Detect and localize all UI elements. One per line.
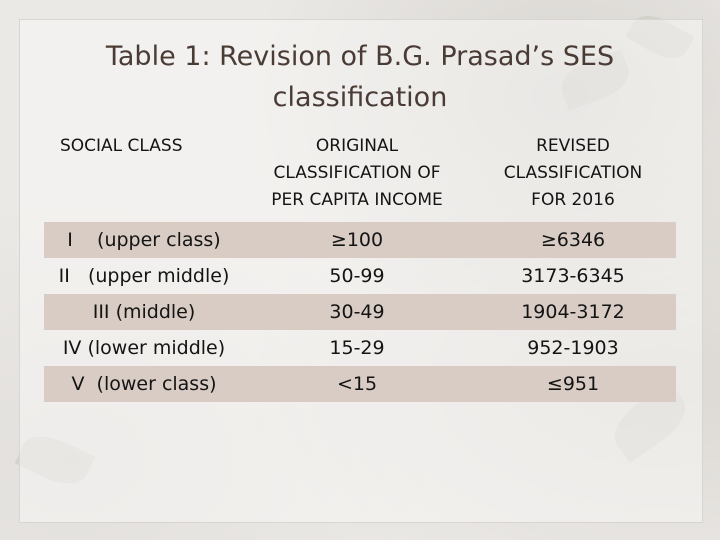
cell-social-class: I (upper class)	[67, 229, 221, 251]
cell-original: 30-49	[329, 301, 385, 323]
cell-original: ≥100	[330, 229, 384, 251]
cell-revised: ≥6346	[540, 229, 606, 251]
header-social-class: SOCIAL CLASS	[60, 136, 183, 156]
cell-revised: ≤951	[546, 373, 600, 395]
table-row	[44, 258, 676, 294]
header-original-classification: ORIGINAL CLASSIFICATION OF PER CAPITA INCOME	[271, 136, 443, 210]
cell-revised: 952-1903	[527, 337, 619, 359]
title-line-2: classification	[272, 82, 448, 113]
slide-title	[40, 36, 680, 118]
cell-original: 50-99	[329, 265, 385, 287]
cell-revised: 3173-6345	[521, 265, 625, 287]
header-revised-classification: REVISED CLASSIFICATION FOR 2016	[503, 136, 643, 210]
cell-social-class: IV (lower middle)	[62, 337, 226, 359]
cell-revised: 1904-3172	[521, 301, 625, 323]
cell-social-class: V (lower class)	[71, 373, 217, 395]
cell-original: 15-29	[329, 337, 385, 359]
title-line-1: Table 1: Revision of B.G. Prasad’s SES	[105, 41, 615, 72]
cell-social-class: III (middle)	[92, 301, 196, 323]
table-header-row	[44, 130, 676, 222]
table-row	[44, 330, 676, 366]
table-row	[44, 294, 676, 330]
cell-original: <15	[336, 373, 378, 395]
ses-classification-table	[44, 130, 676, 402]
table-row	[44, 366, 676, 402]
cell-social-class: II (upper middle)	[58, 265, 230, 287]
table-row	[44, 222, 676, 258]
